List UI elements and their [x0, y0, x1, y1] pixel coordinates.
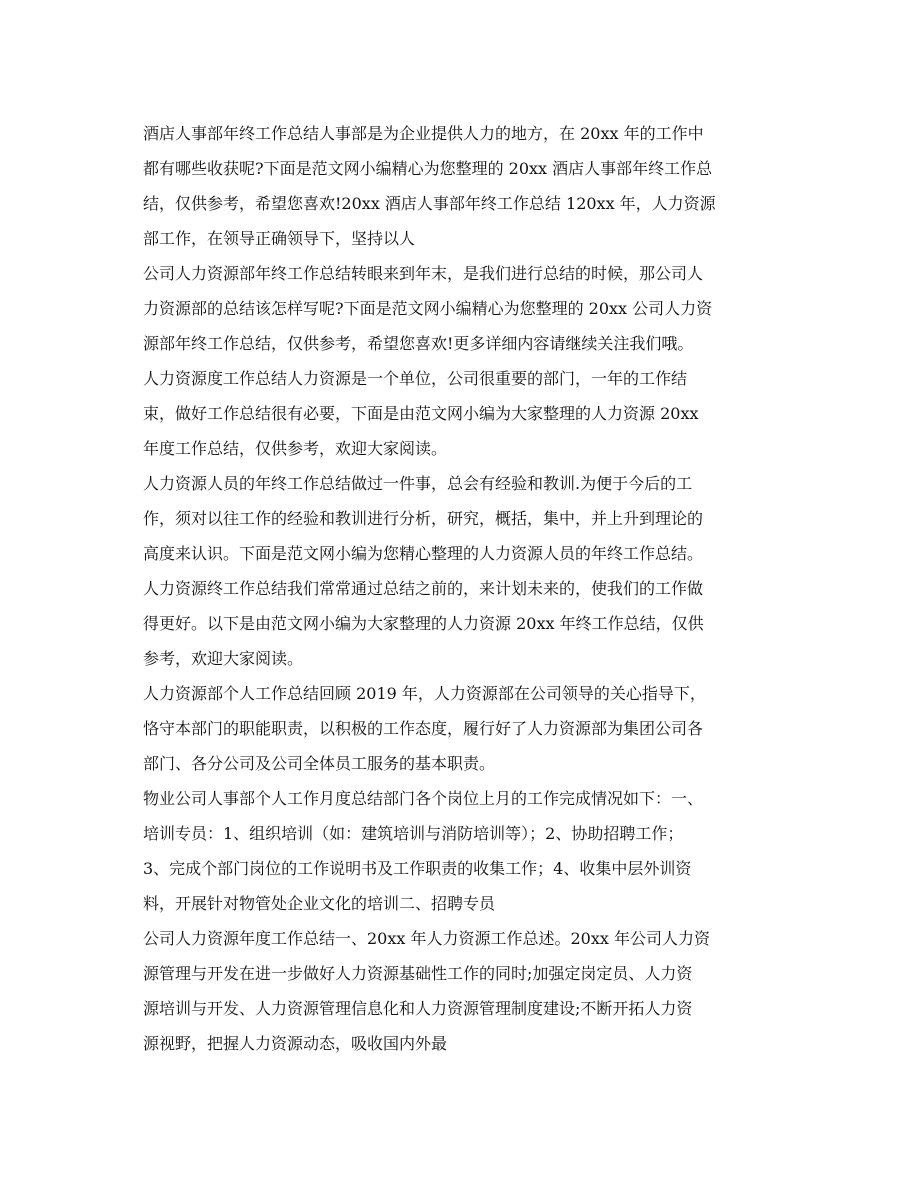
text-line: 酒店人事部年终工作总结人事部是为企业提供人力的地方，在 20xx 年的工作中 — [143, 124, 704, 143]
text-line: 物业公司人事部个人工作月度总结部门各个岗位上月的工作完成情况如下：一、 — [143, 789, 704, 808]
text-line: 培训专员：1、组织培训（如：建筑培训与消防培训等）；2、协助招聘工作； — [143, 824, 684, 843]
text-line: 公司人力资源年度工作总结一、20xx 年人力资源工作总述。20xx 年公司人力资 — [143, 929, 710, 948]
text-line: 参考，欢迎大家阅读。 — [143, 649, 304, 668]
text-line: 年度工作总结，仅供参考，欢迎大家阅读。 — [143, 439, 448, 458]
paragraph — [143, 466, 783, 571]
text-line: 高度来认识。下面是范文网小编为您精心整理的人力资源人员的年终工作总结。 — [143, 544, 704, 563]
text-line: 源视野，把握人力资源动态，吸收国内外最 — [143, 1034, 448, 1053]
text-line: 源管理与开发在进一步做好人力资源基础性工作的同时;加强定岗定员、人力资 — [143, 964, 693, 983]
text-line: 人力资源部个人工作总结回顾 2019 年，人力资源部在公司领导的关心指导下， — [143, 684, 706, 703]
paragraph — [143, 116, 783, 256]
paragraph — [143, 361, 783, 466]
text-line: 3、完成个部门岗位的工作说明书及工作职责的收集工作；4、收集中层外训资 — [143, 859, 692, 878]
text-line: 源部年终工作总结，仅供参考，希望您喜欢!更多详细内容请继续关注我们哦。 — [143, 334, 694, 353]
paragraph — [143, 676, 783, 781]
document-body — [143, 116, 783, 1061]
paragraph — [143, 571, 783, 676]
text-line: 公司人力资源部年终工作总结转眼来到年末，是我们进行总结的时候，那公司人 — [143, 264, 704, 283]
text-line: 都有哪些收获呢?下面是范文网小编精心为您整理的 20xx 酒店人事部年终工作总 — [143, 159, 713, 178]
text-line: 源培训与开发、人力资源管理信息化和人力资源管理制度建设;不断开拓人力资 — [143, 999, 693, 1018]
paragraph — [143, 256, 783, 361]
text-line: 恪守本部门的职能职责，以积极的工作态度，履行好了人力资源部为集团公司各 — [143, 719, 704, 738]
text-line: 得更好。以下是由范文网小编为大家整理的人力资源 20xx 年终工作总结，仅供 — [143, 614, 704, 633]
text-line: 料，开展针对物管处企业文化的培训二、招聘专员 — [143, 894, 496, 913]
paragraph — [143, 781, 783, 921]
text-line: 束，做好工作总结很有必要，下面是由范文网小编为大家整理的人力资源 20xx — [143, 404, 699, 423]
text-line: 人力资源终工作总结我们常常通过总结之前的，来计划未来的，使我们的工作做 — [143, 579, 704, 598]
text-line: 作，须对以往工作的经验和教训进行分析，研究，概括，集中，并上升到理论的 — [143, 509, 704, 528]
text-line: 人力资源人员的年终工作总结做过一件事，总会有经验和教训.为便于今后的工 — [143, 474, 693, 493]
text-line: 力资源部的总结该怎样写呢?下面是范文网小编精心为您整理的 20xx 公司人力资 — [143, 299, 713, 318]
text-line: 人力资源度工作总结人力资源是一个单位，公司很重要的部门，一年的工作结 — [143, 369, 688, 388]
text-line: 部门、各分公司及公司全体员工服务的基本职责。 — [143, 754, 496, 773]
text-line: 结，仅供参考，希望您喜欢!20xx 酒店人事部年终工作总结 120xx 年，人力资源 — [143, 194, 716, 213]
text-line: 部工作，在领导正确领导下，坚持以人 — [143, 229, 416, 248]
paragraph — [143, 921, 783, 1061]
